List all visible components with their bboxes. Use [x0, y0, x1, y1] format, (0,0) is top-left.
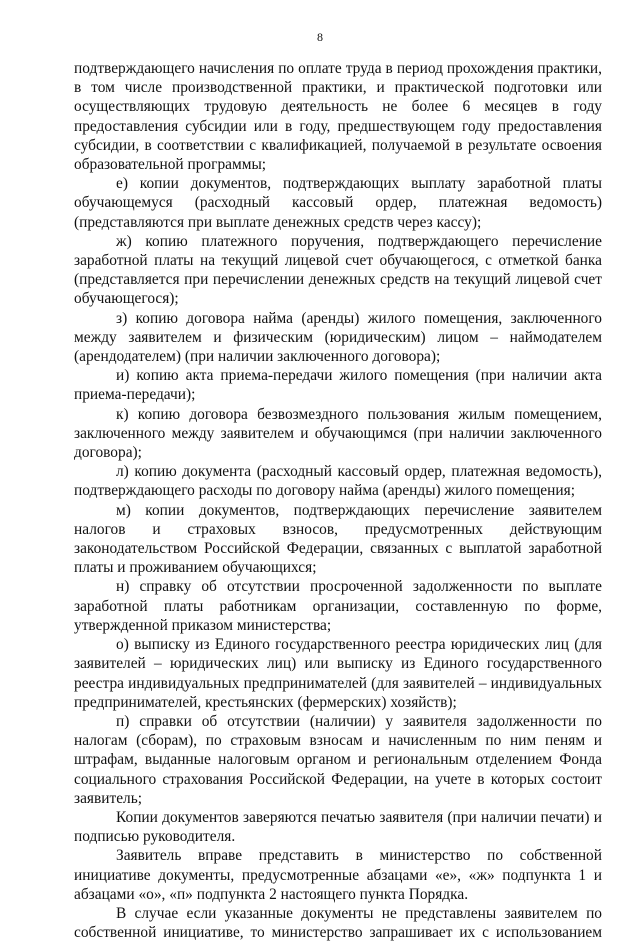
paragraph: и) копию акта приема-передачи жилого помещения (при наличии акта приема-передачи);: [74, 367, 602, 404]
paragraph: ж) копию платежного поручения, подтверждающего перечисление заработной платы на текущий лицевой счет обучающегося, с отметкой банка (представляется при перечислении денежных средств на текущий лицевой счет обучающегося);: [74, 232, 602, 308]
paragraph: подтверждающего начисления по оплате труда в период прохождения практики, в том числе производственной практики, и практической подготовки или осуществляющих трудовую деятельность не более 6 месяцев в году предоставления субсидии или в году, предшествующем году предоставления субсидии, в соответствии с квалификацией, получаемой в результате освоения образовательной программы;: [74, 60, 602, 174]
page-number: 8: [317, 30, 323, 44]
paragraph: Заявитель вправе представить в министерство по собственной инициативе документы, предусмотренные абзацами «е», «ж» подпункта 1 и абзацами «о», «п» подпункта 2 настоящего пункта Порядка.: [74, 847, 602, 903]
paragraph: о) выписку из Единого государственного реестра юридических лиц (для заявителей – юридических лиц) или выписку из Единого государственного реестра индивидуальных предпринимателей (для заявителей – индивидуальных предпринимателей, крестьянских (фермерских) хозяйств);: [74, 636, 602, 711]
paragraph: п) справки об отсутствии (наличии) у заявителя задолженности по налогам (сборам), по страховым взносам и начисленным по ним пеням и штрафам, выданные налоговым органом и региональным отделением Фонда социального страхования Российской Федерации, на учете в которых состоит заявитель;: [74, 712, 602, 807]
paragraph: з) копию договора найма (аренды) жилого помещения, заключенного между заявителем и физическим (юридическим) лицом – наймодателем (арендодателем) (при наличии заключенного договора);: [74, 309, 602, 366]
paragraph: В случае если указанные документы не представлены заявителем по собственной инициативе, то министерство запрашивает их с использованием: [74, 904, 602, 942]
paragraph: л) копию документа (расходный кассовый ордер, платежная ведомость), подтверждающего расходы по договору найма (аренды) жилого помещения;: [74, 463, 602, 500]
paragraph: н) справку об отсутствии просроченной задолженности по выплате заработной платы работникам организации, составленную по форме, утвержденной приказом министерства;: [74, 578, 602, 634]
paragraph: м) копии документов, подтверждающих перечисление заявителем налогов и страховых взносов, предусмотренных действующим законодательством Российской Федерации, связанных с выплатой заработной платы и проживанием обучающихся;: [74, 501, 602, 577]
document-body: [74, 59, 602, 942]
paragraph: Копии документов заверяются печатью заявителя (при наличии печати) и подписью руководителя.: [74, 808, 602, 846]
paragraph: е) копии документов, подтверждающих выплату заработной платы обучающемуся (расходный кассовый ордер, платежная ведомость) (представляются при выплате денежных средств через кассу);: [74, 175, 602, 231]
paragraph: к) копию договора безвозмездного пользования жилым помещением, заключенного между заявителем и обучающимся (при наличии заключенного договора);: [74, 405, 602, 462]
